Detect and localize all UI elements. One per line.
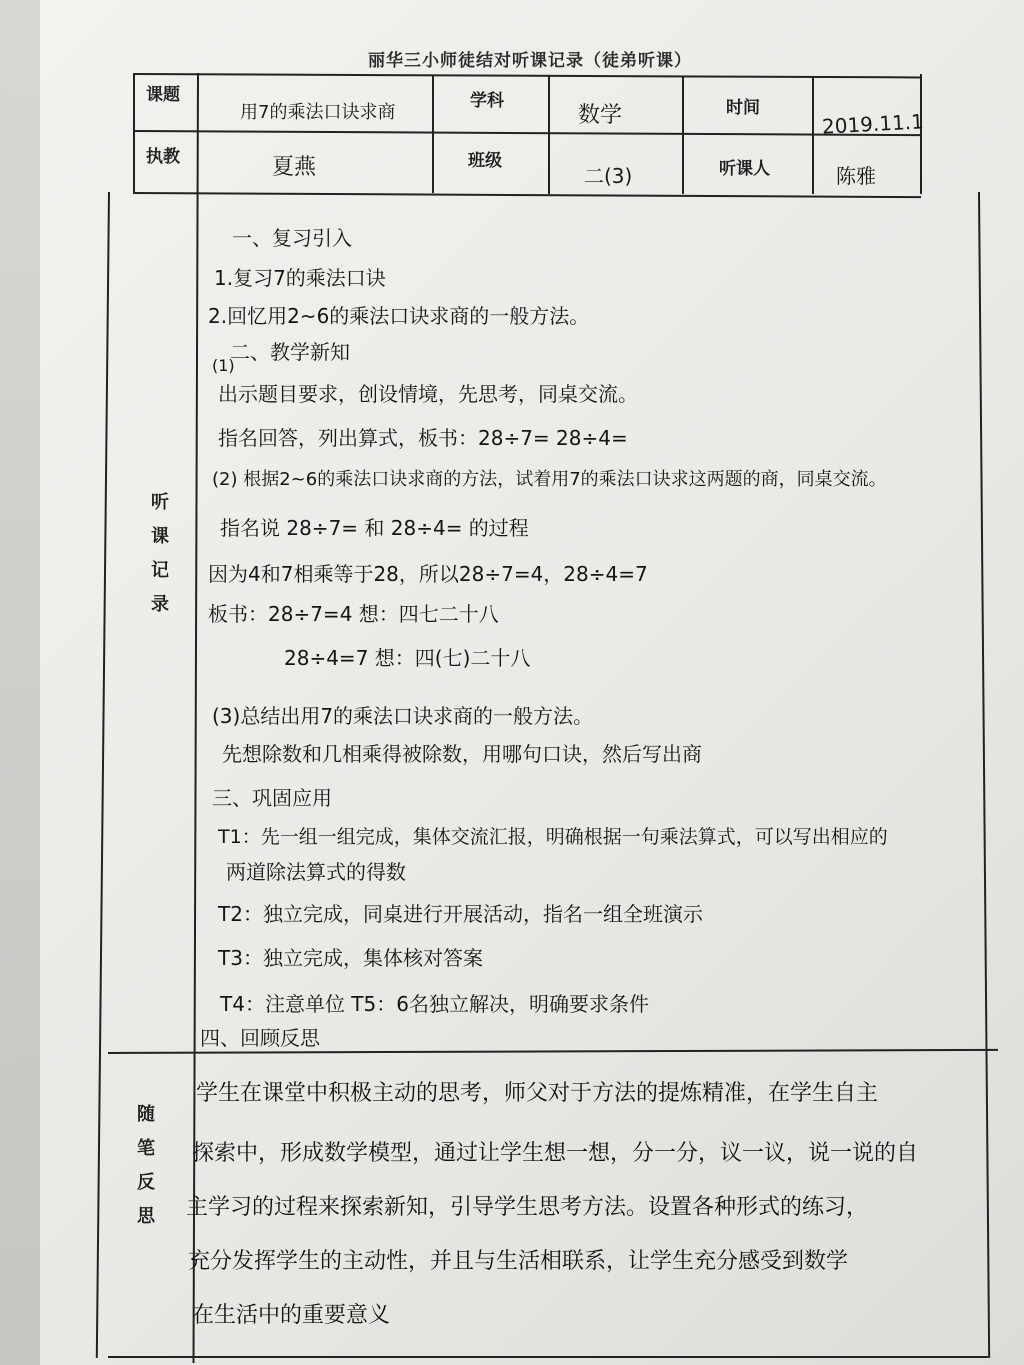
record-line-5: (1) bbox=[212, 356, 235, 375]
reflection-line-5: 在生活中的重要意义 bbox=[192, 1303, 391, 1328]
table-col-divider-5 bbox=[812, 76, 814, 194]
record-line-9: 指名说 28÷7= 和 28÷4= 的过程 bbox=[220, 516, 529, 540]
reflection-section-label: 随笔反思 bbox=[137, 1104, 155, 1227]
subject-label: 学科 bbox=[470, 91, 504, 111]
time-label: 时间 bbox=[726, 98, 760, 118]
topic-label: 课题 bbox=[146, 85, 180, 105]
record-line-7: 指名回答，列出算式，板书：28÷7= 28÷4= bbox=[218, 426, 628, 450]
record-line-13: (3)总结出用7的乘法口诀求商的一般方法。 bbox=[212, 704, 594, 728]
listener-value: 陈雅 bbox=[836, 164, 876, 188]
table-border-right bbox=[920, 74, 922, 194]
document-title: 丽华三小师徒结对听课记录（徒弟听课） bbox=[368, 51, 692, 71]
record-line-3: 2.回忆用2~6的乘法口诀求商的一般方法。 bbox=[208, 304, 590, 328]
reflection-line-2: 探索中，形成数学模型，通过让学生想一想，分一分，议一议，说一说的自 bbox=[192, 1141, 919, 1166]
table-border-left bbox=[133, 73, 135, 193]
teacher-label: 执教 bbox=[146, 147, 180, 167]
class-label: 班级 bbox=[468, 151, 502, 171]
subject-value: 数学 bbox=[578, 103, 623, 128]
record-line-16: T1：先一组一组完成，集体交流汇报，明确根据一句乘法算式，可以写出相应的 bbox=[218, 826, 888, 848]
reflection-line-1: 学生在课堂中积极主动的思考，师父对于方法的提炼精准，在学生自主 bbox=[196, 1081, 879, 1106]
time-value: 2019.11.1 bbox=[821, 109, 925, 139]
teacher-value: 夏燕 bbox=[272, 155, 317, 180]
record-line-19: T3：独立完成，集体核对答案 bbox=[218, 946, 483, 970]
record-line-4: 二、教学新知 bbox=[230, 340, 350, 364]
topic-value: 用7的乘法口诀求商 bbox=[240, 102, 396, 123]
table-border-bottom bbox=[108, 1356, 988, 1358]
record-line-6: 出示题目要求，创设情境，先思考，同桌交流。 bbox=[218, 382, 638, 406]
record-line-18: T2：独立完成，同桌进行开展活动，指名一组全班演示 bbox=[218, 902, 703, 926]
record-line-12: 28÷4=7 想：四(七)二十八 bbox=[284, 646, 531, 670]
record-line-17: 两道除法算式的得数 bbox=[226, 860, 406, 884]
record-line-15: 三、巩固应用 bbox=[212, 786, 332, 810]
record-line-14: 先想除数和几相乘得被除数，用哪句口诀，然后写出商 bbox=[222, 742, 702, 766]
class-value: 二(3) bbox=[584, 164, 633, 188]
record-line-8: (2) 根据2~6的乘法口诀求商的方法，试着用7的乘法口诀求这两题的商，同桌交流。 bbox=[212, 469, 887, 490]
table-col-divider-3 bbox=[548, 76, 550, 194]
reflection-line-3: 主学习的过程来探索新知，引导学生思考方法。设置各种形式的练习， bbox=[186, 1195, 869, 1220]
record-line-10: 因为4和7相乘等于28，所以28÷7=4，28÷4=7 bbox=[208, 562, 648, 586]
table-col-divider-4 bbox=[682, 76, 684, 194]
record-line-1: 一、复习引入 bbox=[232, 226, 352, 250]
record-line-21: 四、回顾反思 bbox=[200, 1026, 320, 1050]
table-col-divider-2 bbox=[432, 75, 434, 193]
record-line-20: T4：注意单位 T5：6名独立解决，明确要求条件 bbox=[220, 992, 649, 1016]
reflection-line-4: 充分发挥学生的主动性，并且与生活相联系，让学生充分感受到数学 bbox=[188, 1249, 849, 1274]
listener-label: 听课人 bbox=[719, 159, 770, 179]
record-line-11: 板书：28÷7=4 想：四七二十八 bbox=[208, 602, 499, 626]
record-section-label: 听课记录 bbox=[151, 492, 169, 615]
record-line-2: 1.复习7的乘法口诀 bbox=[214, 266, 386, 290]
